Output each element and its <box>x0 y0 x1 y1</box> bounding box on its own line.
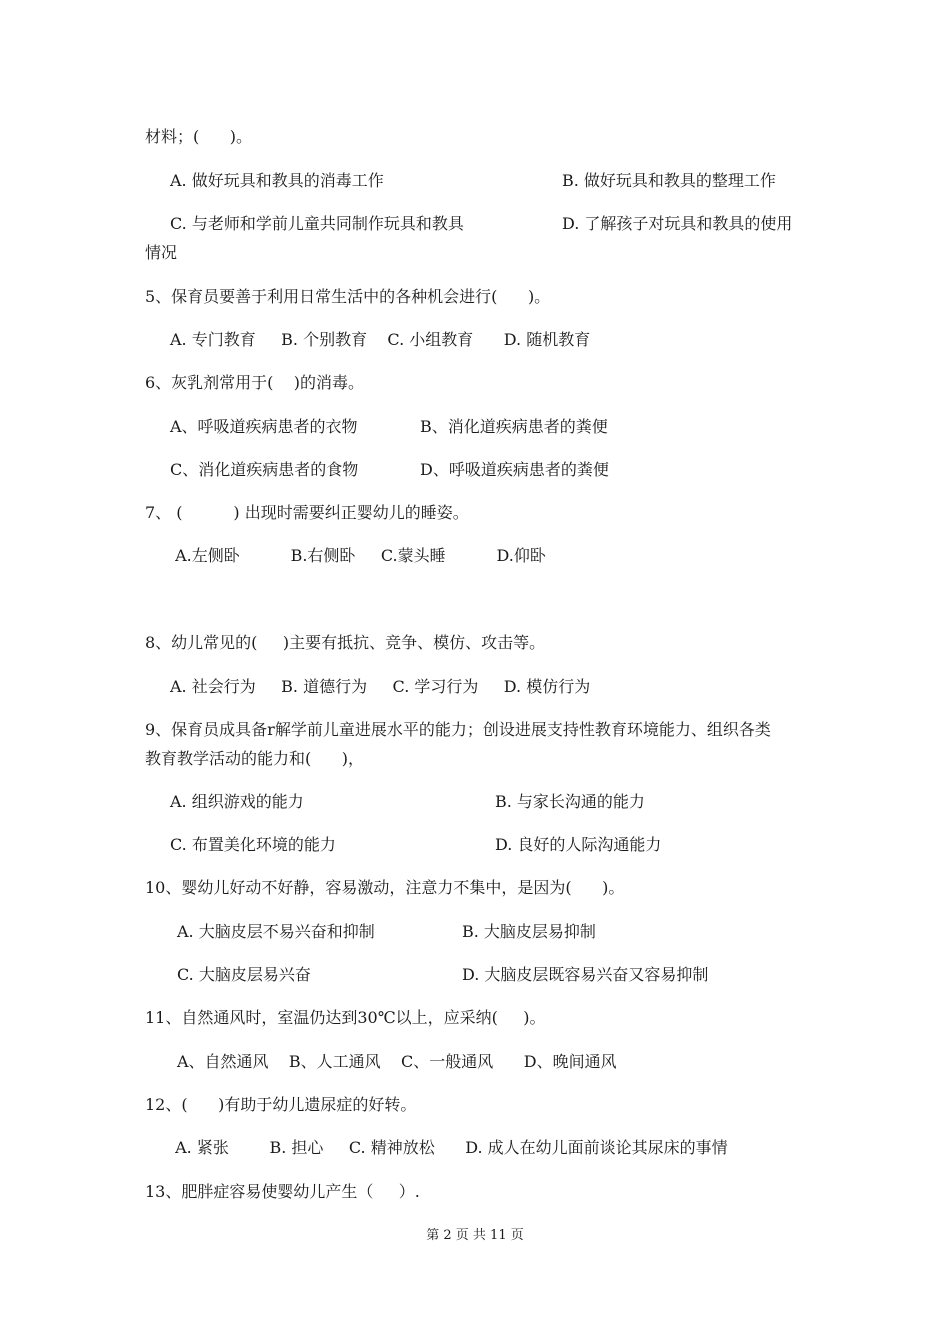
option-6b: B、消化道疾病患者的粪便 <box>420 417 608 436</box>
question-11: 11、自然通风时，室温仍达到30℃以上，应采纳( )。 <box>145 1008 546 1027</box>
option-6c: C、消化道疾病患者的食物 <box>170 460 359 479</box>
question-6: 6、灰乳剂常用于( )的消毒。 <box>145 373 365 392</box>
options-8: A. 社会行为 B. 道德行为 C. 学习行为 D. 模仿行为 <box>170 677 591 696</box>
options-11: A、自然通风 B、人工通风 C、一般通风 D、晚间通风 <box>177 1052 617 1071</box>
question-9-wrap: 教育教学活动的能力和( )， <box>145 749 365 768</box>
option-9d: D. 良好的人际沟通能力 <box>495 835 662 854</box>
question-12: 12、( )有助于幼儿遗尿症的好转。 <box>145 1095 417 1114</box>
question-5: 5、保育员要善于利用日常生活中的各种机会进行( )。 <box>145 287 551 306</box>
option-4d-wrap: 情况 <box>145 243 178 262</box>
option-9a: A. 组织游戏的能力 <box>170 792 304 811</box>
page-footer: 第 2 页 共 11 页 <box>426 1228 524 1243</box>
option-9b: B. 与家长沟通的能力 <box>495 792 645 811</box>
question-7: 7、 ( ) 出现时需要纠正婴幼儿的睡姿。 <box>145 503 469 522</box>
question-8: 8、幼儿常见的( )主要有抵抗、竞争、模仿、攻击等。 <box>145 633 546 652</box>
option-4c: C. 与老师和学前儿童共同制作玩具和教具 <box>170 214 464 233</box>
option-6d: D、呼吸道疾病患者的粪便 <box>420 460 609 479</box>
option-9c: C. 布置美化环境的能力 <box>170 835 336 854</box>
option-10a: A. 大脑皮层不易兴奋和抑制 <box>177 922 375 941</box>
question-10: 10、婴幼儿好动不好静，容易激动，注意力不集中，是因为( )。 <box>145 878 625 897</box>
option-10c: C. 大脑皮层易兴奋 <box>177 965 311 984</box>
option-4d: D. 了解孩子对玩具和教具的使用 <box>562 214 793 233</box>
options-12: A. 紧张 B. 担心 C. 精神放松 D. 成人在幼儿面前谈论其尿床的事情 <box>170 1138 728 1157</box>
question-4-continuation: 材料；( )。 <box>145 127 253 146</box>
option-4a: A. 做好玩具和教具的消毒工作 <box>170 171 384 190</box>
option-4b: B. 做好玩具和教具的整理工作 <box>562 171 776 190</box>
question-9: 9、保育员成具备r解学前儿童进展水平的能力；创设进展支持性教育环境能力、组织各类 <box>145 720 771 739</box>
option-6a: A、呼吸道疾病患者的衣物 <box>170 417 358 436</box>
option-10b: B. 大脑皮层易抑制 <box>462 922 596 941</box>
options-5: A. 专门教育 B. 个别教育 C. 小组教育 D. 随机教育 <box>170 330 591 349</box>
option-10d: D. 大脑皮层既容易兴奋又容易抑制 <box>462 965 709 984</box>
question-13: 13、肥胖症容易使婴幼儿产生（ ）. <box>145 1182 420 1201</box>
options-7: A.左侧卧 B.右侧卧 C.蒙头睡 D.仰卧 <box>170 546 546 565</box>
